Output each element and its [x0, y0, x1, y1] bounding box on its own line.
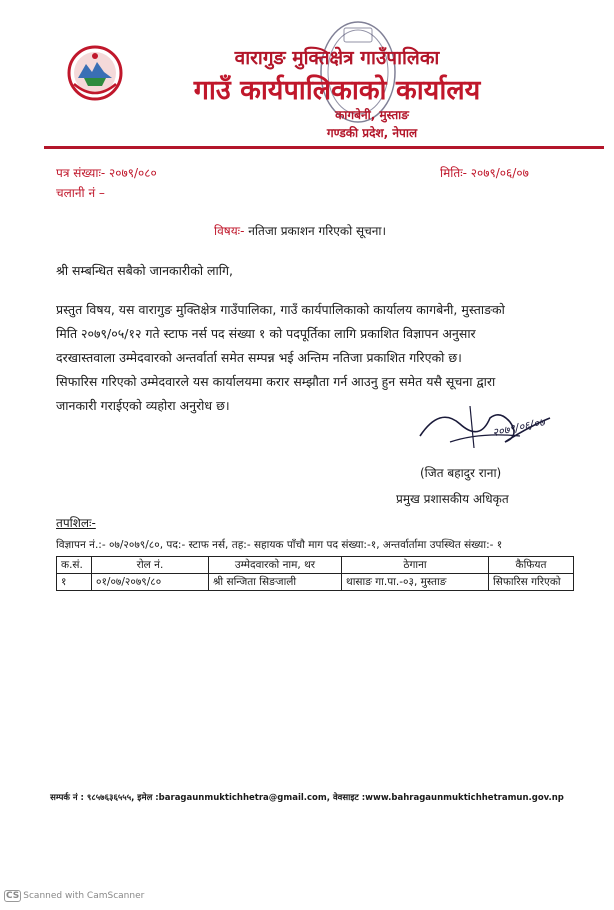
contact-footer: सम्पर्क नं : ९८५७६३६५५५, इमेल :baragaunmuktichhetra@gmail.com, वेवसाइट :www.bahragaunmuktichhetramun.gov.np: [50, 793, 564, 803]
scanner-text: Scanned with CamScanner: [23, 891, 145, 901]
cell-address: थासाङ गा.पा.-०३, मुस्ताङ: [342, 574, 489, 591]
office-location: कागबेनी, मुस्ताङ: [335, 108, 409, 122]
province-name: गण्डकी प्रदेश, नेपाल: [326, 126, 418, 140]
col-serial: क.सं.: [57, 557, 92, 574]
header-rule: [44, 146, 604, 149]
body-line: मिति २०७९/०५/१२ गते स्टाफ नर्स पद संख्या १ को पदपूर्तिका लागि प्रकाशित विज्ञापन अनुसार: [56, 326, 476, 341]
body-line: प्रस्तुत विषय, यस वारागुङ मुक्तिक्षेत्र गाउँपालिका, गाउँ कार्यपालिकाको कार्यालय कागबेनी, मुस्ताङको: [56, 302, 505, 317]
dispatch-number: चलानी नं –: [56, 186, 105, 200]
camscanner-icon: CS: [6, 891, 20, 901]
body-line: सिफारिस गरिएको उम्मेदवारले यस कार्यालयमा करार सम्झौता गर्न आउनु हुन समेत यसै सूचना द्वारा: [56, 374, 496, 389]
salutation: श्री सम्बन्धित सबैको जानकारीको लागि,: [56, 263, 234, 278]
col-address: ठेगाना: [342, 557, 489, 574]
signatory-title: प्रमुख प्रशासकीय अधिकृत: [396, 492, 509, 506]
signature-date: २०७९/०६/०७: [491, 415, 546, 440]
subject-text: नतिजा प्रकाशन गरिएको सूचना।: [248, 224, 387, 238]
advertisement-line: विज्ञापन नं.:- ०७/२०७९/८०, पद:- स्टाफ नर्स, तह:- सहायक पाँचौ माग पद संख्या:-१, अन्तर्वार्तामा उपस्थित संख्या:- १: [56, 539, 503, 551]
subject-line: [214, 222, 386, 239]
col-candidate-name: उम्मेदवारको नाम, थर: [209, 557, 342, 574]
col-remarks: कैफियत: [489, 557, 574, 574]
subject-label: विषयः-: [214, 224, 245, 238]
letter-date: मितिः- २०७९/०६/०७: [440, 166, 529, 180]
col-roll: रोल नं.: [92, 557, 209, 574]
scanner-watermark: [4, 890, 144, 902]
cell-remarks: सिफारिस गरिएको: [489, 574, 574, 591]
table-header-row: [57, 557, 574, 574]
body-line: दरखास्तवाला उम्मेदवारको अन्तर्वार्ता समेत सम्पन्न भई अन्तिम नतिजा प्रकाशित गरिएको छ।: [56, 350, 462, 365]
cell-candidate-name: श्री सन्जिता सिङजाली: [209, 574, 342, 591]
signatory-name: (जित बहादुर राना): [420, 466, 502, 480]
cell-roll: ०१/०७/२०७९/८०: [92, 574, 209, 591]
table-row: [57, 574, 574, 591]
candidate-table: [56, 556, 574, 591]
office-name: गाउँ कार्यपालिकाको कार्यालय: [193, 75, 481, 106]
body-line: जानकारी गराईएको व्यहोरा अनुरोध छ।: [56, 398, 230, 413]
reference-number: पत्र संख्याः- २०७९/०८०: [56, 166, 157, 180]
cell-serial: १: [57, 574, 92, 591]
details-heading: तपशिलः-: [56, 516, 96, 530]
municipality-name: वारागुङ मुक्तिक्षेत्र गाउँपालिका: [234, 47, 440, 69]
